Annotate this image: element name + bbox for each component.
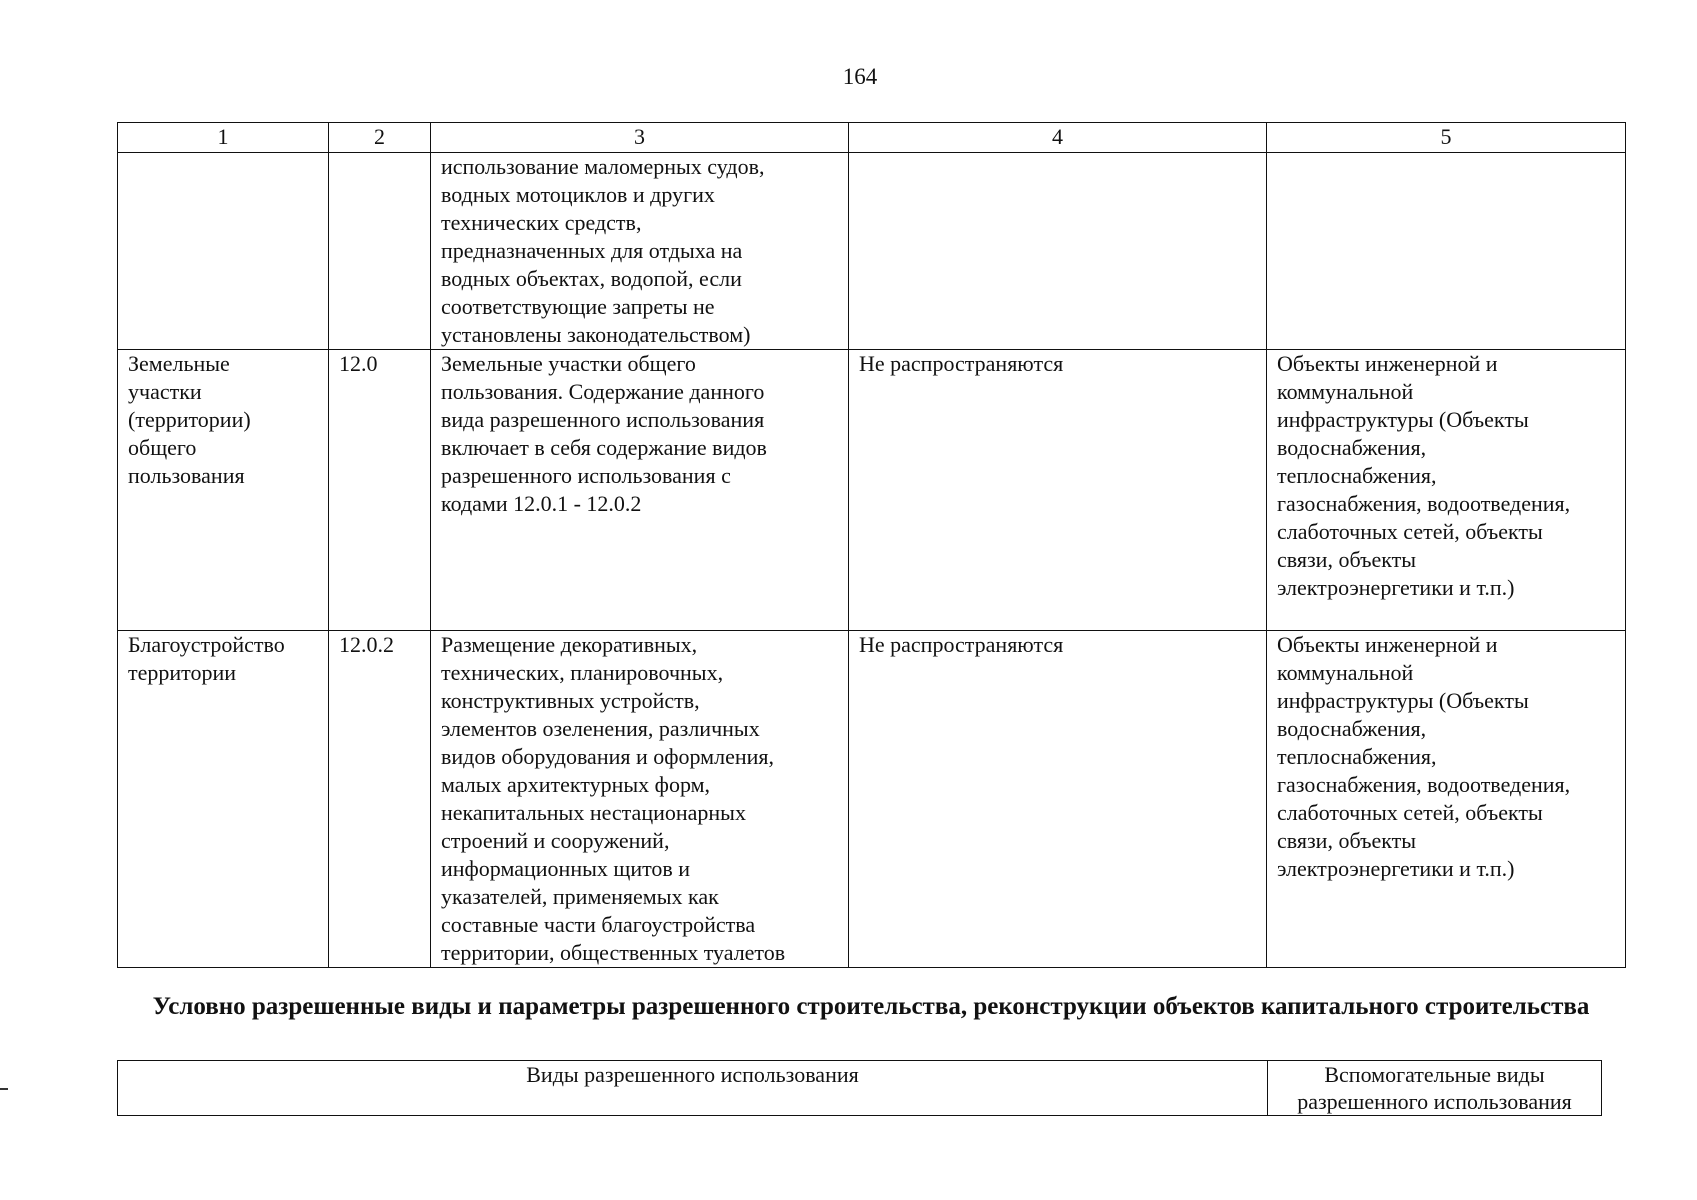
table-row [118, 631, 1626, 968]
parameters-cell [849, 350, 1267, 631]
use-name-cell [118, 153, 329, 350]
use-name-text: Земельные участки (территории) общего пользования [128, 351, 251, 488]
parameters-text: Не распространяются [859, 351, 1064, 376]
column-header-3: 3 [431, 123, 849, 153]
use-description-text: Земельные участки общего пользования. Содержание данного вида разрешенного использования включает в себя содержание видов разрешенного использования с кодами 12.0.1 - 12.0.2 [441, 351, 767, 516]
table-header-row [118, 123, 1626, 153]
column-header-5: 5 [1267, 123, 1626, 153]
scan-edge-mark [0, 1088, 8, 1090]
table-header-row [118, 1061, 1602, 1116]
conditional-uses-table-header [117, 1060, 1602, 1116]
use-code-text: 12.0.2 [339, 632, 394, 657]
use-description-cell [431, 153, 849, 350]
auxiliary-uses-header: Вспомогательные виды разрешенного использования [1268, 1061, 1602, 1116]
auxiliary-uses-cell [1267, 153, 1626, 350]
column-header-4: 4 [849, 123, 1267, 153]
use-code-cell [329, 153, 431, 350]
parameters-cell [849, 153, 1267, 350]
use-description-cell [431, 350, 849, 631]
use-name-text: Благоустройство территории [128, 632, 285, 685]
use-description-cell [431, 631, 849, 968]
use-description-text: использование маломерных судов, водных мотоциклов и других технических средств, предназначенных для отдыха на водных объектах, водопой, если соответствующие запреты не установлены законодательством) [441, 154, 765, 347]
auxiliary-uses-text: Объекты инженерной и коммунальной инфраструктуры (Объекты водоснабжения, теплоснабжения, газоснабжения, водоотведения, слаботочных сетей, объекты связи, объекты электроэнергетики и т.п.) [1277, 351, 1571, 600]
section-title: Условно разрешенные виды и параметры разрешенного строительства, реконструкции объектов капитального строительства [152, 993, 1590, 1020]
auxiliary-uses-cell [1267, 631, 1626, 968]
land-use-table [117, 122, 1626, 968]
table-row [118, 153, 1626, 350]
permitted-uses-header: Виды разрешенного использования [118, 1061, 1268, 1116]
parameters-text: Не распространяются [859, 632, 1064, 657]
parameters-cell [849, 631, 1267, 968]
use-code-text: 12.0 [339, 351, 378, 376]
use-code-cell [329, 350, 431, 631]
column-header-1: 1 [118, 123, 329, 153]
column-header-2: 2 [329, 123, 431, 153]
use-code-cell [329, 631, 431, 968]
auxiliary-uses-text: Объекты инженерной и коммунальной инфраструктуры (Объекты водоснабжения, теплоснабжения, газоснабжения, водоотведения, слаботочных сетей, объекты связи, объекты электроэнергетики и т.п.) [1277, 632, 1571, 881]
table-row [118, 350, 1626, 631]
use-name-cell [118, 631, 329, 968]
use-description-text: Размещение декоративных, технических, планировочных, конструктивных устройств, элементов озеленения, различных видов оборудования и оформления, малых архитектурных форм, некапитальных нестационарных строений и сооружений, информационных щитов и указателей, применяемых как составные части благоустройства территории, общественных туалетов [441, 632, 786, 965]
page-number: 164 [842, 64, 878, 89]
auxiliary-uses-cell [1267, 350, 1626, 631]
use-name-cell [118, 350, 329, 631]
